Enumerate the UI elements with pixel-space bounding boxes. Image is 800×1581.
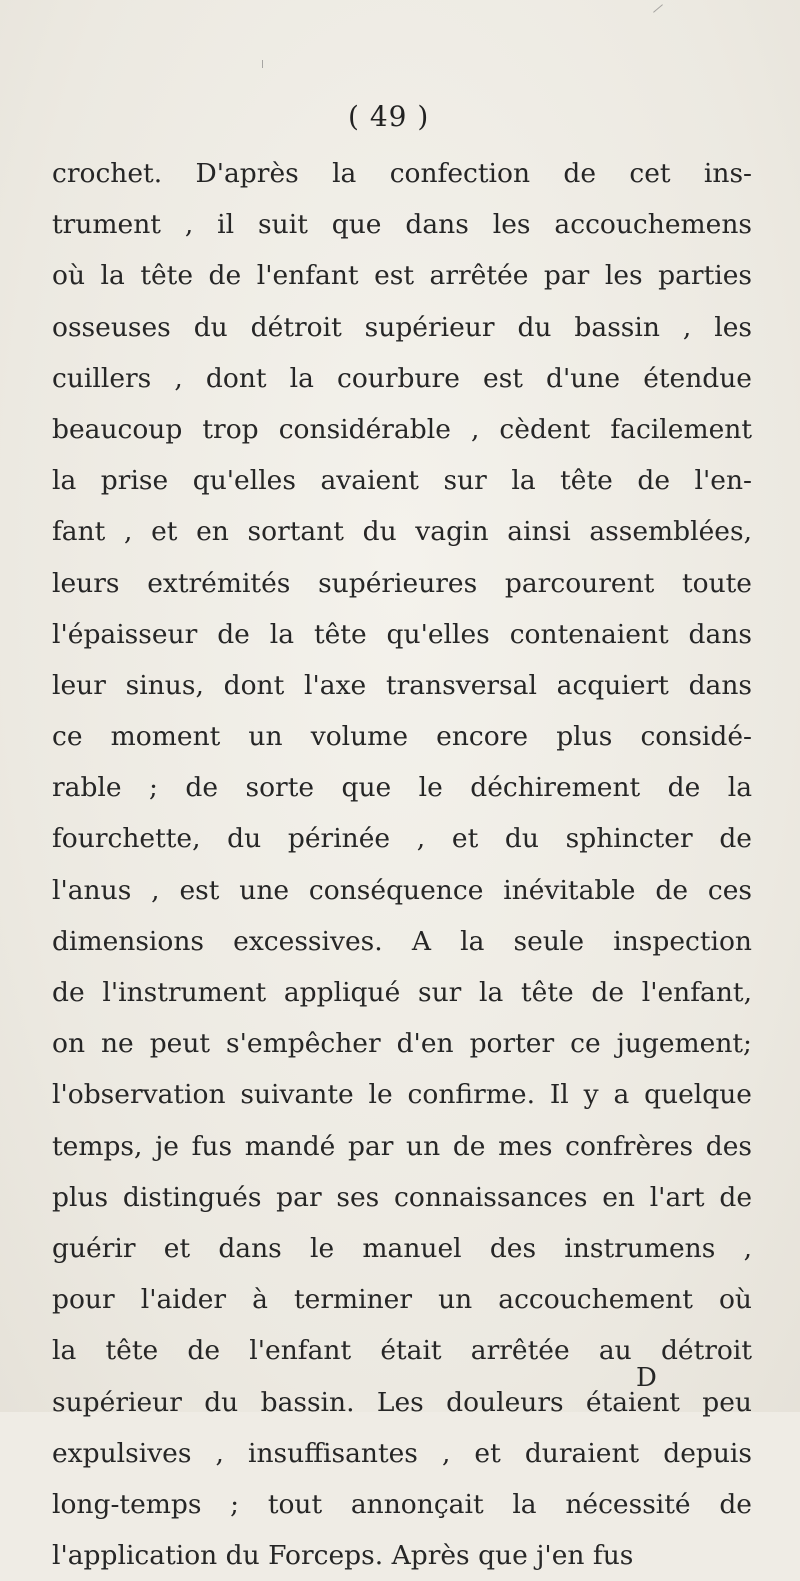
text-line: supérieur du bassin. Les douleurs étaient peu — [52, 1386, 752, 1418]
text-line: expulsives , insuffisantes , et duraient depuis — [52, 1437, 752, 1469]
page-number: ( 49 ) — [348, 100, 430, 133]
text-line: ce moment un volume encore plus considé- — [52, 721, 752, 753]
text-line: plus distingués par ses connaissances en l'art de — [52, 1181, 752, 1213]
text-line: l'application du Forceps. Après que j'en fus — [52, 1540, 634, 1572]
text-line: l'épaisseur de la tête qu'elles contenaient dans — [52, 618, 752, 650]
text-line: fant , et en sortant du vagin ainsi assemblées, — [52, 516, 752, 548]
text-line: crochet. D'après la confection de cet ins- — [52, 158, 752, 189]
text-line: pour l'aider à terminer un accouchement où — [52, 1284, 752, 1316]
signature-mark: D — [636, 1363, 657, 1393]
text-line: fourchette, du périnée , et du sphincter de — [52, 823, 752, 855]
text-line: où la tête de l'enfant est arrêtée par les parties — [52, 260, 752, 292]
text-line: l'observation suivante le confirme. Il y a quelque — [52, 1079, 752, 1111]
text-line: long-temps ; tout annonçait la nécessité de — [52, 1488, 752, 1520]
page-mark — [653, 4, 663, 12]
text-line: rable ; de sorte que le déchirement de la — [52, 772, 752, 804]
text-line: beaucoup trop considérable , cèdent facilement — [52, 413, 752, 445]
text-line: l'anus , est une conséquence inévitable de ces — [52, 874, 752, 906]
text-line: trument , il suit que dans les accouchemens — [52, 209, 752, 241]
text-line: leurs extrémités supérieures parcourent toute — [52, 567, 752, 599]
text-line: dimensions excessives. A la seule inspection — [52, 925, 752, 957]
text-line: on ne peut s'empêcher d'en porter ce jugement; — [52, 1028, 752, 1060]
text-line: cuillers , dont la courbure est d'une étendue — [52, 362, 752, 394]
text-line: leur sinus, dont l'axe transversal acquiert dans — [52, 669, 752, 701]
text-line: la prise qu'elles avaient sur la tête de l'en- — [52, 465, 752, 497]
text-line: de l'instrument appliqué sur la tête de l'enfant, — [52, 977, 752, 1008]
text-line: la tête de l'enfant était arrêtée au détroit — [52, 1335, 752, 1367]
page-mark — [262, 60, 263, 68]
text-line: osseuses du détroit supérieur du bassin , les — [52, 311, 752, 343]
text-line: temps, je fus mandé par un de mes confrères des — [52, 1130, 752, 1162]
text-line: guérir et dans le manuel des instrumens , — [52, 1232, 752, 1264]
